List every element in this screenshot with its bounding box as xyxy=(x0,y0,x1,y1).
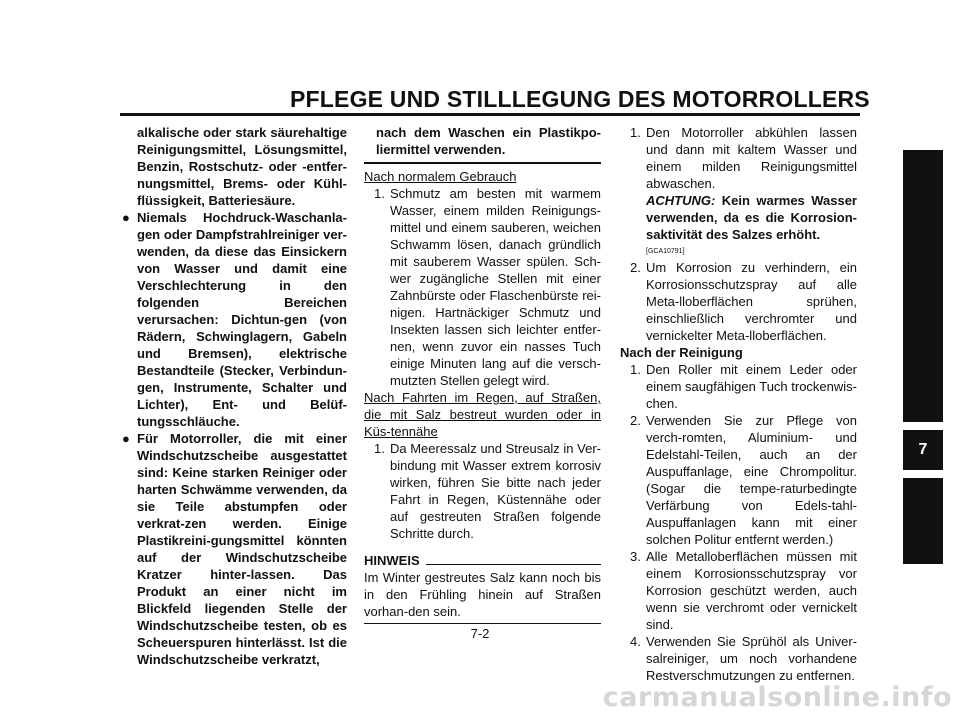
list-item xyxy=(364,185,601,389)
page-number: 7-2 xyxy=(470,626,490,641)
list-item xyxy=(620,124,857,192)
note-header-rule xyxy=(426,564,601,565)
caution-text: Kein warmes Wasser verwenden, da es die Korrosion-saktivität des Salzes erhöht. xyxy=(646,193,857,242)
caution-block xyxy=(620,192,857,259)
bullet-item xyxy=(122,430,347,668)
bullet-text: Niemals Hochdruck-Waschanla-gen oder Dampfstrahlreiniger ver-wenden, da diese das Einsickern von Wasser und damit eine Verschlechterung in den folgenden Bereichen verursachen: Dichtun-gen (von Rädern, Schwinglagern, Gabeln und Bremsen), elektrische Bestandteile (Stecker, Verbindun-gen, Instrumente, Schalter und Lichter), Ent- und Belüf-tungsschläuche. xyxy=(137,210,347,429)
list-text: Da Meeressalz und Streusalz in Ver-bindung mit Wasser extrem korrosiv wirken, führen Sie bitte nach jeder Fahrt in Regen, Küstennähe oder auf gestreuten Straßen folgende Schritte durch. xyxy=(390,441,601,541)
note-label: HINWEIS xyxy=(364,553,420,568)
note-header xyxy=(364,552,601,569)
watermark: carmanualsonline.info xyxy=(602,682,952,713)
list-text: Alle Metalloberflächen müssen mit einem Korrosionsschutzspray vor Korrosion geschützt werden, auch wenn sie verchromt oder vernickelt sind. xyxy=(646,549,857,632)
list-item xyxy=(620,259,857,344)
list-number: 1. xyxy=(630,362,641,377)
column-2 xyxy=(364,124,601,627)
bullet-dot-icon: ● xyxy=(122,210,130,225)
page-title: PFLEGE UND STILLLEGUNG DES MOTORROLLERS xyxy=(290,86,870,112)
bullet-item xyxy=(122,209,347,430)
continued-warning-text: nach dem Waschen ein Plastikpo-liermittel verwenden. xyxy=(376,125,601,157)
chapter-bar-top xyxy=(903,150,943,422)
rain-salt-heading: Nach Fahrten im Regen, auf Straßen, die mit Salz bestreut wurden oder in Küs-tennähe xyxy=(364,390,601,439)
list-number: 1. xyxy=(374,186,385,201)
list-item xyxy=(620,633,857,684)
list-item xyxy=(620,412,857,548)
list-item xyxy=(620,361,857,412)
list-item xyxy=(620,548,857,633)
column-1 xyxy=(122,124,347,668)
caution-code: [GCA10791] xyxy=(646,248,685,255)
list-number: 4. xyxy=(630,634,641,649)
note-end-rule xyxy=(364,623,601,624)
note-text: Im Winter gestreutes Salz kann noch bis in den Frühling hinein auf Straßen vorhan-den sein. xyxy=(364,570,601,619)
list-number: 1. xyxy=(630,125,641,140)
caution-label: ACHTUNG: xyxy=(646,193,716,208)
list-number: 1. xyxy=(374,441,385,456)
column-3 xyxy=(620,124,857,684)
normal-use-heading: Nach normalem Gebrauch xyxy=(364,169,517,184)
chapter-bar-bottom xyxy=(903,478,943,564)
intro-warning-text: alkalische oder stark säurehaltige Reinigungsmittel, Lösungsmittel, Benzin, Rostschutz- oder -entfer-nungsmittel, Brems- oder Kühl-flüssigkeit, Batteriesäure. xyxy=(137,125,347,208)
list-item xyxy=(364,440,601,542)
list-text: Den Roller mit einem Leder oder einem saugfähigen Tuch trockenwis-chen. xyxy=(646,362,858,411)
header-rule xyxy=(120,113,860,116)
warning-end-rule xyxy=(364,162,601,164)
list-number: 2. xyxy=(630,260,641,275)
list-text: Den Motorroller abkühlen lassen und dann mit kaltem Wasser und einem milden Reinigungsmittel abwaschen. xyxy=(646,125,857,191)
list-text: Um Korrosion zu verhindern, ein Korrosionsschutzspray auf alle Meta-lloberflächen sprühen, einschließlich verchromter und vernickelter Meta-lloberflächen. xyxy=(646,260,857,343)
list-text: Verwenden Sie zur Pflege von verch-romten, Aluminium- und Edelstahl-Teilen, auch an der Auspuffanlage, eine Chrompolitur. (Sogar die tempe-raturbedingte Verfärbung von Edels-tahl-Auspuffanlagen kann mit einer solchen Politur entfernt werden.) xyxy=(646,413,857,547)
list-number: 3. xyxy=(630,549,641,564)
bullet-dot-icon: ● xyxy=(122,431,130,446)
after-cleaning-heading: Nach der Reinigung xyxy=(620,345,743,360)
bullet-text: Für Motorroller, die mit einer Windschutzscheibe ausgestattet sind: Keine starken Reiniger oder harten Schwämme verwenden, da sie Teile abstumpfen oder verkrat-zen werden. Einige Plastikreini-gungsmittel könnten auf der Windschutzscheibe Kratzer hinter-lassen. Das Produkt an einer nicht im Blickfeld liegenden Stelle der Windschutzscheibe testen, ob es Scheuerspuren hinterlässt. Ist die Windschutzscheibe verkratzt, xyxy=(137,431,347,667)
list-text: Verwenden Sie Sprühöl als Univer-salreiniger, um noch vorhandene Restverschmutzungen zu entfernen. xyxy=(646,634,857,683)
chapter-tab: 7 xyxy=(903,430,943,470)
list-number: 2. xyxy=(630,413,641,428)
list-text: Schmutz am besten mit warmem Wasser, einem milden Reinigungs-mittel und einem sauberen, weichen Schwamm lösen, danach gründlich mit sauberem Wasser spülen. Sch-wer zugängliche Stellen mit einer Zahnbürste oder Flaschenbürste rei-nigen. Hartnäckiger Schmutz und Insekten lassen sich leichter entfer-nen, wenn zuvor ein nasses Tuch einige Minuten lang auf die versch-mutzten Stellen gelegt wird. xyxy=(390,186,601,388)
